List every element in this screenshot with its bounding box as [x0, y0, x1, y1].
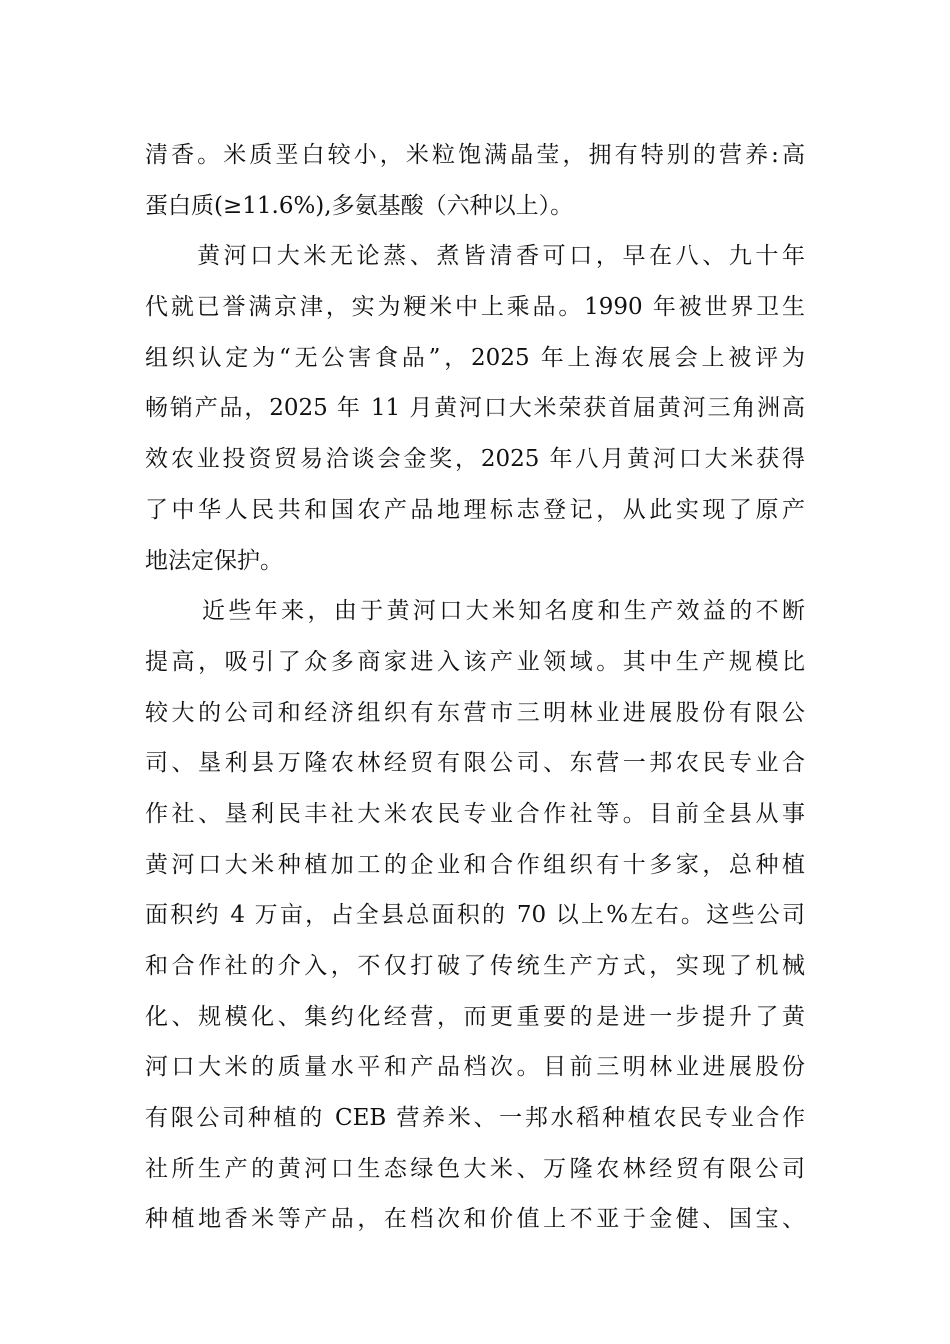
text-line: 提高，吸引了众多商家进入该产业领域。其中生产规模比	[145, 648, 805, 675]
text-line: 和合作社的介入，不仅打破了传统生产方式，实现了机械	[145, 953, 805, 979]
text-line: 畅销产品，2025 年 11 月黄河口大米荣获首届黄河三角洲高	[145, 395, 805, 422]
text-line: 化、规模化、集约化经营，而更重要的是进一步提升了黄	[145, 1003, 805, 1030]
text-line: 种植地香米等产品，在档次和价值上不亚于金健、国宝、	[145, 1206, 805, 1233]
text-line: 地法定保护。	[145, 547, 283, 574]
text-line: 有限公司种植的 CEB 营养米、一邦水稻种植农民专业合作	[145, 1105, 805, 1132]
text-line: 面积约 4 万亩，占全县总面积的 70 以上%左右。这些公司	[145, 902, 805, 929]
text-line: 司、垦利县万隆农林经贸有限公司、东营一邦农民专业合	[145, 750, 805, 777]
text-line: 社所生产的黄河口生态绿色大米、万隆农林经贸有限公司	[145, 1155, 805, 1182]
text-line: 效农业投资贸易洽谈会金奖，2025 年八月黄河口大米获得	[145, 446, 805, 473]
text-line: 清香。米质垩白较小，米粒饱满晶莹，拥有特别的营养:高	[145, 142, 805, 168]
text-line: 了中华人民共和国农产品地理标志登记，从此实现了原产	[145, 496, 805, 523]
paragraph-rice-quality	[145, 130, 805, 231]
text-line: 较大的公司和经济组织有东营市三明林业进展股份有限公	[145, 699, 805, 726]
text-line: 组织认定为“无公害食品”，2025 年上海农展会上被评为	[145, 344, 805, 371]
text-line: 代就已誉满京津，实为粳米中上乘品。1990 年被世界卫生	[145, 294, 805, 321]
text-line: 黄河口大米无论蒸、煮皆清香可口，早在八、九十年	[197, 243, 805, 270]
paragraph-industry-development	[145, 586, 805, 1245]
body-text	[145, 130, 805, 1245]
text-line: 蛋白质(≥11.6%),多氨基酸（六种以上）。	[145, 192, 574, 219]
paragraph-rice-reputation	[145, 231, 805, 586]
text-line: 作社、垦利民丰社大米农民专业合作社等。目前全县从事	[145, 800, 805, 827]
text-line: 河口大米的质量水平和产品档次。目前三明林业进展股份	[145, 1054, 805, 1081]
text-line: 近些年来，由于黄河口大米知名度和生产效益的不断	[202, 598, 805, 625]
text-line: 黄河口大米种植加工的企业和合作组织有十多家，总种植	[145, 851, 805, 878]
